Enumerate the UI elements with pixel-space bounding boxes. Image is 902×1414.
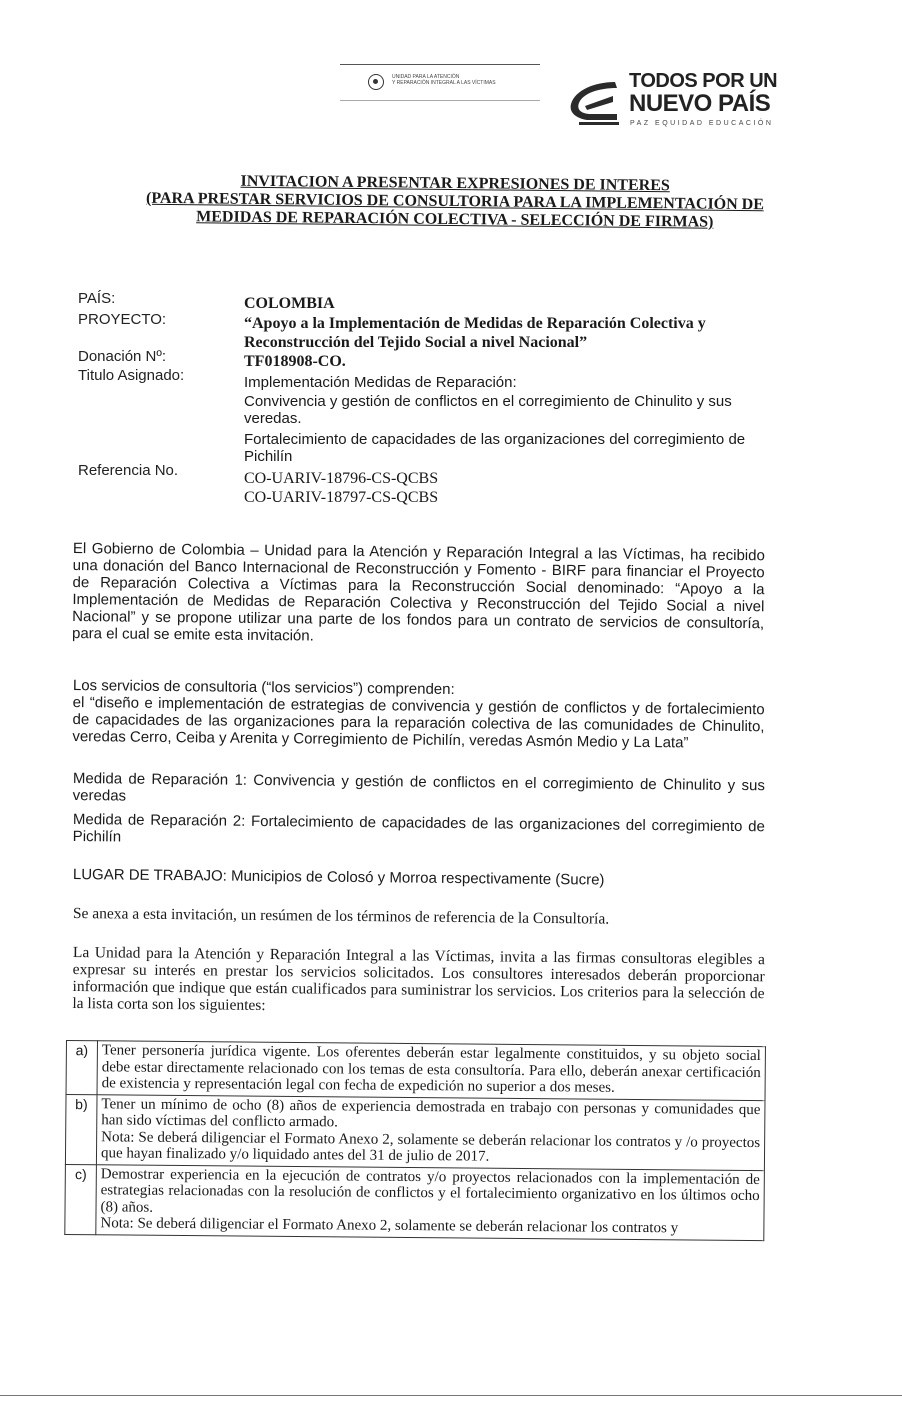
titulo-line-1: Implementación Medidas de Reparación: <box>244 374 517 391</box>
paragraph-3: Medida de Reparación 1: Convivencia y gestión de conflictos en el corregimiento de Chinulito y sus veredas <box>72 770 765 805</box>
uariv-logo-text-1: UNIDAD PARA LA ATENCIÓN <box>392 74 460 80</box>
criteria-key: c) <box>65 1164 97 1234</box>
header-rule-top <box>340 64 540 65</box>
criteria-description: Tener personería jurídica vigente. Los oferentes deberán estar legalmente constituidos, y su objeto social debe estar directamente relacionado con los temas de esta consultoría. Para ello, deberán anexar certificación de existencia y representación legal con fecha de expedición no superior a dos meses. <box>101 1042 761 1096</box>
titulo-line-4: Fortalecimiento de capacidades de las organizaciones del corregimiento de <box>244 431 746 448</box>
titulo-line-2: Convivencia y gestión de conflictos en el corregimiento de Chinulito y sus <box>244 393 732 410</box>
paragraph-6: Se anexa a esta invitación, un resúmen de los términos de referencia de la Consultoría. <box>72 905 610 928</box>
paragraph-2-rest: el “diseño e implementación de estrategias de convivencia y gestión de conflictos y de fortalecimiento de capacidades de las organizaciones para la reparación colectiva de las comunidades de Chinulito, veredas Cerro, Ceiba y Arenita y Corregimiento de Pichilín, veredas Asmón Medio y La Lata” <box>72 693 765 752</box>
titulo-line-3: veredas. <box>244 410 302 427</box>
footer-rule <box>0 1395 902 1396</box>
logo-line-1: TODOS POR UN <box>629 70 778 92</box>
criteria-note: Nota: Se deberá diligenciar el Formato Anexo 2, solamente se deberán relacionar los contratos y /o proyectos que hayan finalizado y/o liquidado antes del 31 de julio de 2017. <box>100 1128 761 1165</box>
paragraph-5: LUGAR DE TRABAJO: Municipios de Colosó y Morroa respectivamente (Sucre) <box>72 866 605 889</box>
titulo-label: Titulo Asignado: <box>78 367 185 384</box>
proyecto-line-2: Reconstrucción del Tejido Social a nivel Nacional” <box>244 334 588 351</box>
table-row <box>65 1094 765 1170</box>
referencia-label: Referencia No. <box>78 462 179 479</box>
criteria-key: a) <box>66 1041 97 1095</box>
document-title <box>130 172 781 233</box>
criteria-table <box>64 1040 766 1241</box>
logo-tagline: PAZ EQUIDAD EDUCACIÓN <box>630 120 774 127</box>
referencia-value-1: CO-UARIV-18796-CS-QCBS <box>244 470 439 487</box>
criteria-text <box>96 1164 765 1240</box>
referencia-value-2: CO-UARIV-18797-CS-QCBS <box>244 489 439 506</box>
uariv-logo <box>358 72 538 94</box>
title-line-3: MEDIDAS DE REPARACIÓN COLECTIVA - SELECCIÓN DE FIRMAS) <box>196 208 714 231</box>
title-line-1: INVITACION A PRESENTAR EXPRESIONES DE INTERES <box>240 172 670 195</box>
title-line-2: (PARA PRESTAR SERVICIOS DE CONSULTORIA PARA LA IMPLEMENTACIÓN DE <box>145 189 765 214</box>
titulo-line-5: Pichilín <box>244 448 293 465</box>
proyecto-label: PROYECTO: <box>78 311 167 328</box>
paragraph-4: Medida de Reparación 2: Fortalecimiento de capacidades de las organizaciones del corregimiento de Pichilín <box>72 811 765 846</box>
government-logo-icon <box>565 78 623 126</box>
criteria-text <box>97 1041 765 1100</box>
criteria-description: Tener un mínimo de ocho (8) años de experiencia demostrada en trabajo con personas y comunidades que han sido víctimas del conflicto armado. <box>101 1095 761 1131</box>
header-rule-bottom <box>340 100 540 101</box>
pais-label: PAÍS: <box>78 290 116 307</box>
pais-value: COLOMBIA <box>244 295 335 312</box>
criteria-text <box>96 1094 765 1170</box>
coat-of-arms-icon <box>368 74 384 90</box>
table-row <box>65 1164 765 1240</box>
logo-line-2: NUEVO PAÍS <box>629 90 771 117</box>
proyecto-line-1: “Apoyo a la Implementación de Medidas de Reparación Colectiva y <box>244 315 706 332</box>
table-row <box>66 1041 765 1101</box>
donacion-label: Donación Nº: <box>78 348 167 365</box>
criteria-key: b) <box>65 1094 97 1164</box>
paragraph-2 <box>72 677 765 752</box>
paragraph-7: La Unidad para la Atención y Reparación Integral a las Víctimas, invita a las firmas consultoras elegibles a expresar su interés en prestar los servicios solicitados. Los consultores interesados deberán proporcionar información que indique que están cualificados para suministrar los servicios. Los criterios para la selección de la lista corta son los siguientes: <box>72 944 765 1015</box>
donacion-value: TF018908-CO. <box>244 353 346 370</box>
uariv-logo-text-2: Y REPARACIÓN INTEGRAL A LAS VÍCTIMAS <box>392 80 496 86</box>
paragraph-2-line-1: Los servicios de consultoria (“los servicios”) comprenden: <box>72 677 455 698</box>
paragraph-1: El Gobierno de Colombia – Unidad para la Atención y Reparación Integral a las Víctimas, ha recibido una donación del Banco Internacional de Reconstrucción y Fomento - BIRF para financiar el Proyecto de Reparación Colectiva a Víctimas para la Reconstrucción Social denominado: “Apoyo a la Implementación de Medidas de Reparación Colectiva y Reconstrucción del Tejido Social a nivel Nacional” y se propone utilizar una parte de los fondos para un contrato de servicios de consultoría, para el cual se emite esta invitación. <box>71 540 765 645</box>
criteria-description: Demostrar experiencia en la ejecución de contratos y/o proyectos relacionados con la implementación de estrategias relacionadas con la resolución de conflictos y el fortalecimiento organizativo en los últimos ocho (8) años. <box>100 1165 760 1216</box>
criteria-note: Nota: Se deberá diligenciar el Formato Anexo 2, solamente se deberán relacionar los contratos y <box>100 1215 679 1237</box>
